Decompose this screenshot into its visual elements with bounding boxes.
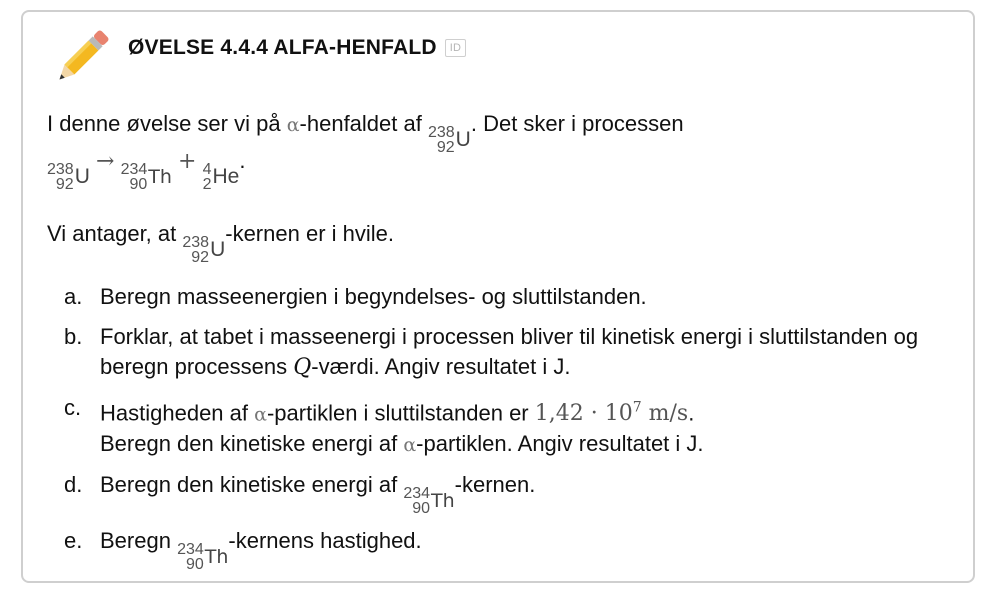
exercise-title-text: ØVELSE 4.4.4 ALFA-HENFALD [128, 36, 437, 59]
intro-text-1c: . Det sker i processen [470, 111, 684, 136]
intro-text-1b: -henfaldet af [299, 111, 428, 136]
nuclide-u238: 238 92 U [47, 161, 90, 193]
nuclide-th234: 234 90 Th [403, 485, 455, 518]
reaction-arrow: → [96, 149, 115, 174]
task-item-a: a. Beregn masseenergien i begyndelses- og sluttilstanden. [64, 284, 647, 309]
intro-line-2: Vi antager, at 238 92 U -kernen er i hvile. [47, 221, 394, 266]
alpha-symbol: α [286, 114, 300, 136]
task-item-c: c. Hastigheden af α-partiklen i sluttilstanden er $1,42 \cdot 10^7$ m/s. Beregn den kinetiske energi af α-partiklen. Angiv resultatet i J. [64, 395, 704, 457]
nuclide-th234: 234 90 Th [120, 161, 172, 193]
exercise-title [128, 36, 466, 60]
task-item-d: d. Beregn den kinetiske energi af 234 90 Th -kernen. [64, 472, 536, 518]
velocity-value: $1,42 \cdot 10^7$ m/s [534, 400, 689, 427]
alpha-symbol: α [403, 434, 417, 457]
q-symbol: Q [293, 355, 312, 380]
alpha-symbol: α [254, 403, 267, 426]
task-item-e: e. Beregn 234 90 Th -kernens hastighed. [64, 528, 422, 574]
reaction-plus: + [178, 149, 197, 174]
nuclide-u238: 238 92 U [427, 124, 471, 156]
nuclide-he4: 4 2 He [202, 161, 240, 193]
nuclide-th234: 234 90 Th [177, 541, 229, 574]
id-badge[interactable]: ID [445, 39, 466, 57]
reaction-equation: 238 92 U → 234 90 Th + 4 2 He . [47, 148, 246, 193]
pencil-icon [47, 26, 113, 92]
intro-text-1a: I denne øvelse ser vi på [47, 111, 287, 136]
task-item-b: b. Forklar, at tabet i masseenergi i processen bliver til kinetisk energi i sluttilstanden og beregn processens Q-værdi. Angiv resultatet i J. [64, 324, 919, 380]
task-list [60, 282, 940, 582]
nuclide-u238: 238 92 U [182, 234, 226, 266]
